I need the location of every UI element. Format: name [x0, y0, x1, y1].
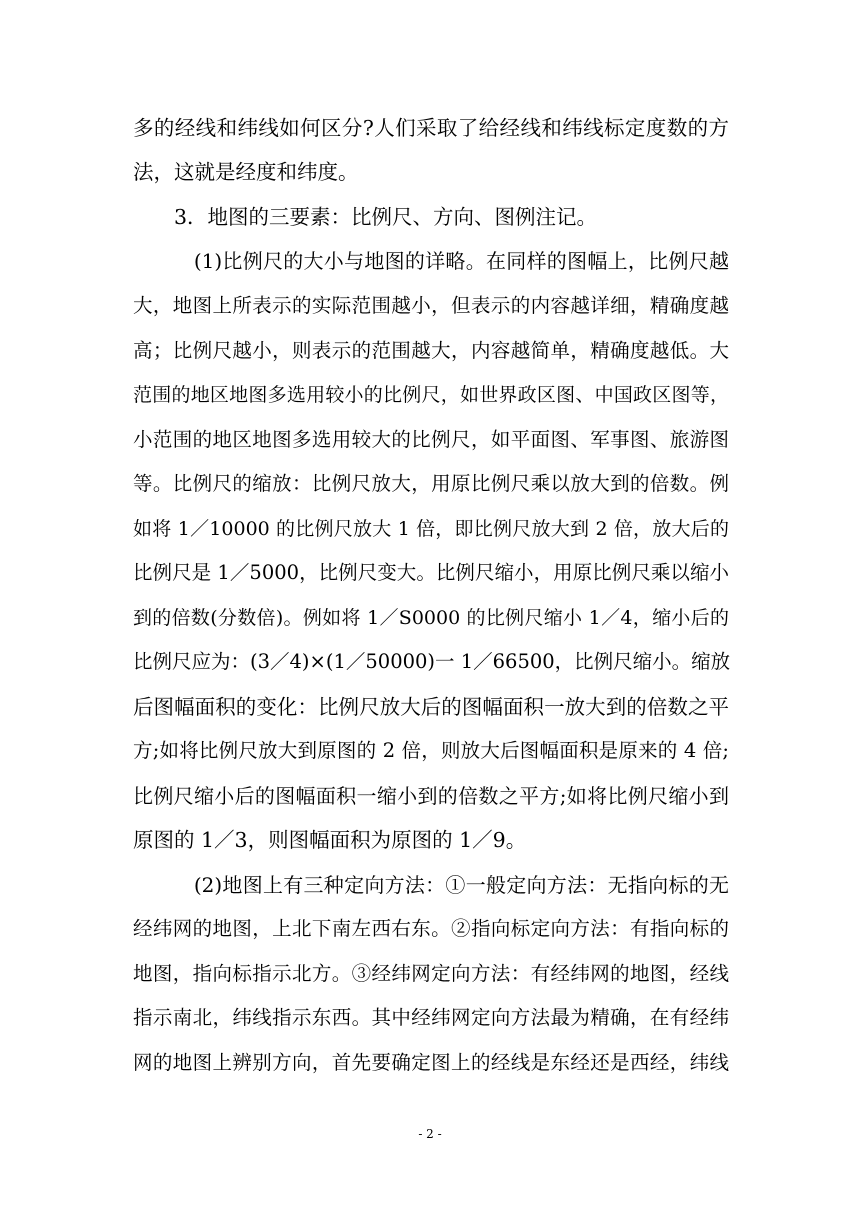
text-line: 地图，指向标指示北方。③经纬网定向方法：有经纬网的地图，经线	[133, 962, 729, 985]
text-line: 后图幅面积的变化：比例尺放大后的图幅面积一放大到的倍数之平	[133, 695, 729, 719]
page-number: - 2 -	[418, 1127, 442, 1141]
text-line: 网的地图上辨别方向，首先要确定图上的经线是东经还是西经，纬线	[133, 1051, 729, 1074]
text-line: 比例尺是 1／5000，比例尺变大。比例尺缩小，用原比例尺乘以缩小	[133, 561, 729, 584]
text-line: 如将 1／10000 的比例尺放大 1 倍，即比例尺放大到 2 倍，放大后的	[133, 518, 729, 540]
text-line: 经纬网的地图，上北下南左西右东。②指向标定向方法：有指向标的	[133, 917, 729, 940]
text-line: 高；比例尺越小，则表示的范围越大，内容越简单，精确度越低。大	[133, 339, 729, 362]
text-line: 范围的地区地图多选用较小的比例尺，如世界政区图、中国政区图等，	[133, 384, 729, 406]
text-line: 指示南北，纬线指示东西。其中经纬网定向方法最为精确，在有经纬	[133, 1006, 729, 1029]
text-line: (2)地图上有三种定向方法：①一般定向方法：无指向标的无	[133, 873, 729, 897]
text-line: 大，地图上所表示的实际范围越小，但表示的内容越详细，精确度越	[133, 294, 729, 317]
text-line: 方;如将比例尺放大到原图的 2 倍，则放大后图幅面积是原来的 4 倍;	[133, 739, 729, 762]
text-line: 比例尺缩小后的图幅面积一缩小到的倍数之平方;如将比例尺缩小到	[133, 784, 729, 808]
section-heading: 3．地图的三要素：比例尺、方向、图例注记。	[133, 205, 598, 229]
text-line: 原图的 1／3，则图幅面积为原图的 1／9。	[133, 828, 527, 852]
text-line: 到的倍数(分数倍)。例如将 1／S0000 的比例尺缩小 1／4，缩小后的	[133, 607, 729, 629]
text-line: 比例尺应为：(3／4)×(1／50000)一 1／66500，比例尺缩小。缩放	[133, 650, 731, 673]
text-line: 小范围的地区地图多选用较大的比例尺，如平面图、军事图、旅游图	[133, 428, 729, 451]
text-line: (1)比例尺的大小与地图的详略。在同样的图幅上，比例尺越	[133, 249, 729, 273]
text-line: 等。比例尺的缩放：比例尺放大，用原比例尺乘以放大到的倍数。例	[133, 472, 729, 495]
text-line: 多的经线和纬线如何区分?人们采取了给经线和纬线标定度数的方	[133, 116, 729, 140]
text-line: 法，这就是经度和纬度。	[133, 160, 359, 184]
